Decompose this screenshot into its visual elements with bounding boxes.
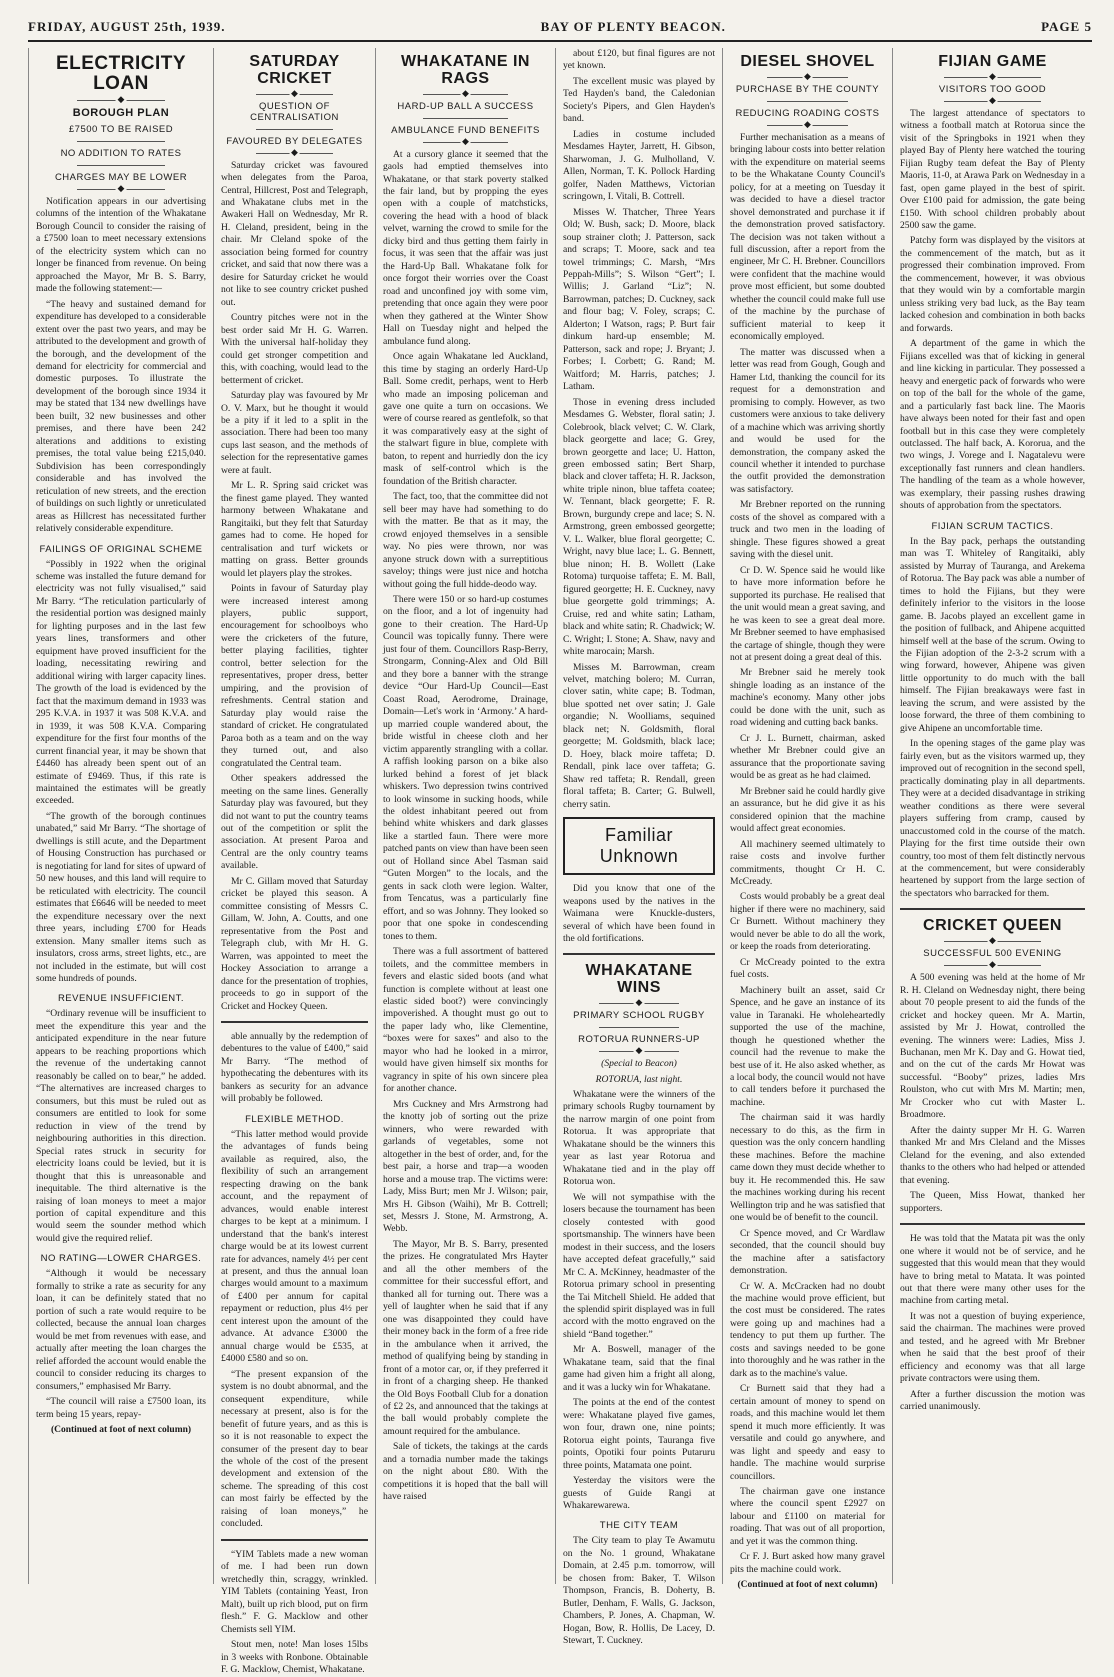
continued-note: (Continued at foot of next column): [737, 1580, 878, 1591]
fijian-subhead: FIJIAN SCRUM TACTICS.: [931, 520, 1054, 532]
divider: [767, 101, 848, 102]
article-paragraph: Cr J. L. Burnett, chairman, asked whether Mr Brebner could give an assurance that the proportionate saving would be as great as he had claimed.: [730, 732, 885, 782]
article-paragraph: In the opening stages of the game play was fairly even, but as the visitors warmed up, they improved out of recognition in the second spell, practically dominating play in all departments. They were at a decided disadvantage in striking weather conditions as there were several players suffering from cramp, caused by unaccustomed cold in the course of the match. Playing for the first time outside their own country, too most of them felt distinctly nervous at the commencement, but were considerably heartened by support from the large section of the spectators who barracked for them.: [900, 738, 1085, 899]
article-paragraph: Other speakers addressed the meeting on the same lines. Generally Saturday play was favoured, but they did not want to put the country teams out of the competition or split the association. At present Paroa and Central are the only country teams available.: [221, 773, 368, 872]
article-paragraph: Mr C. Gillam moved that Saturday cricket be played this season. A committee consisting of Messrs C. Gillam, W. John, A. Coutts, and one representative from the Post and Telegraph club, with Mr H. G. Warren, was appointed to meet the Hockey Association to arrange a dance for the presentation of trophies, proceeds to go in support of the Cricket and Hockey Queen.: [221, 875, 368, 1012]
issue-date: FRIDAY, AUGUST 25th, 1939.: [28, 19, 226, 34]
article-paragraph: At a cursory glance it seemed that the gaols had emptied themselves into Whakatane, or that stark poverty stalked the fair land, but by propping the eyes open with a couple of matchsticks, covering the head with a hood of black velvet, warning the crowd to smile for the dicky bird and thus getting them fairly in focus, it was seen that the affair was just the Hard-Up Ball. Whakatane folk for once forgot their worries over the Coast road and unconfined joy with some vim, pretending that once again they were poor when they gathered at the Winter Show Hall on Tuesday night and helped the ambulance fund along.: [383, 148, 548, 347]
article-paragraph: “The council will raise a £7500 loan, its term being 15 years, repay-: [36, 1396, 206, 1420]
page-number: PAGE 5: [1041, 19, 1092, 34]
divider: [423, 94, 509, 95]
article-paragraph: Ladies in costume included Mesdames Hayter, Jarrett, H. Gibson, Sharwoman, J. G. Mulholland, V. Allen, Norman, T. K. Pollock Harding golfer, Naden Matthews, Victorian scringown, I. Vitali, B. Cottrell.: [563, 128, 715, 203]
article-paragraph: able annually by the redemption of debentures to the value of £400,” said Mr Barry. “The method of hypothecating the debentures with its bankers as security for an advance will probably be followed.: [221, 1031, 368, 1105]
article-paragraph: Saturday cricket was favoured when delegates from the Paroa, Central, Hillcrest, Post and Telegraph, and Whakatane clubs met in the Awakeri Hall on Wednesday, Mr R. H. Cleland, president, being in the chair. Mr Cleland spoke of the association being formed for country cricket, and said that now there was a desire for Saturday cricket he would not like to see country cricket pushed out.: [221, 159, 368, 308]
article-paragraph: Saturday play was favoured by Mr O. V. Marx, but he thought it would be a pity if it led to a split in the association. There had been too many cups last season, and the methods of selection for the representative games were at fault.: [221, 390, 368, 476]
electricity-deck-2: £7500 TO BE RAISED: [68, 123, 174, 135]
column-electricity: [28, 48, 213, 1584]
section-divider: [221, 1539, 368, 1541]
article-paragraph: “The present expansion of the system is no doubt abnormal, and the consequent expenditure, while necessary at present, also is for the benefit of future years, and as this is so it is not reasonable to expect the consumer of the present day to bear the whole of the cost of the present development and extension of the scheme. The spreading of this cost can most fairly be effected by the raising of loan moneys,” he concluded.: [221, 1368, 368, 1530]
article-paragraph: “The heavy and sustained demand for expenditure has developed to a considerable extent over the past two years, and may be attributed to the development and growth of the borough, and the development of the demand for electricity for commercial and domestic purposes. To illustrate the development of the borough since 1934 it may be stated that 134 new dwellings have been built, 32 new businesses and other premises, and there have been 242 alterations and additions to existing premises, the total value being £215,040. Subdivision has been correspondingly considerable and has involved the reticulation of new streets, and the erection of buildings on such lightly or unreticulated areas as Hillcrest has necessitated further relatively considerable expenditure.: [36, 298, 206, 535]
electricity-subhead-2: REVENUE INSUFFICIENT.: [57, 993, 185, 1005]
paper-name: BAY OF PLENTY BEACON.: [540, 19, 726, 34]
electricity-subhead-3: NO RATING—LOWER CHARGES.: [40, 1253, 202, 1265]
divider: [599, 1051, 678, 1052]
divider: [944, 941, 1040, 942]
article-paragraph: All machinery seemed ultimately to raise costs and involve further commitments, thought Cr H. C. McCready.: [730, 838, 885, 887]
divider: [77, 165, 165, 166]
wins-deck-2: ROTORUA RUNNERS-UP: [578, 1034, 700, 1046]
article-paragraph: Those in evening dress included Mesdames G. Webster, floral satin; J. Colebrook, black velvet; C. W. Clark, black georgette and lace; G. Grey, brown georgette and lace; U. Hatton, green embossed satin; Bert Sharp, black and clover taffeta; H. R. Jackson, white triple ninon, blue taffeta coatee; W. Tennant, black georgette; F. R. Brown, burgundy crepe and lace; S. N. Armstrong, green embossed georgette; V. L. Walker, blue floral georgette; C. Wright, navy blue lace; L. G. Bennett, blue ninon; H. B. Wollett (Lake Rotoma) turquoise taffeta; E. M. Ball, figured georgette; H. E. Cuckney, navy blue georgette gold trimmings; A. Cruise, red and white satin; Latham, black and white satin; R. Chadwick; W. C. Wright; I. Stone; A. Shaw, navy and white marocain; Marsh.: [563, 396, 715, 658]
divider: [256, 129, 332, 130]
divider: [599, 1027, 678, 1028]
queen-deck-1: SUCCESSFUL 500 EVENING: [923, 948, 1062, 960]
section-divider: [900, 908, 1085, 910]
article-paragraph: The Queen, Miss Howat, thanked her supporters.: [900, 1190, 1085, 1214]
column-society: [555, 48, 722, 1647]
divider: [77, 100, 165, 101]
article-paragraph: Whakatane were the winners of the primary schools Rugby tournament by the narrow margin of one point from Rotorua. It was appropriate that Whakatane should be the winners this year as last year Rotorua and Whakatane tied and in the play off Rotorua won.: [563, 1089, 715, 1188]
advertisement-text: “YIM Tablets made a new woman of me. I had been run down wretchedly thin, scraggy, wrinkled. YIM Tablets (containing Yeast, Iron Malt), built up rich blood, put on firm flesh.” F. G. Macklow and other Chemists sell YIM.: [221, 1548, 368, 1635]
divider: [944, 101, 1040, 102]
article-paragraph: The Mayor, Mr B. S. Barry, presented the prizes. He congratulated Mrs Hayter and all the other members of the committee for their successful effort, and thanked all for turning out. There was a yell of laughter when he said that if any one was disappointed they could have their money back in the form of a free ride in the ambulance when it arrived, the method of qualifying being by standing in front of a motor car, or, if they preferred it in front of a charging sheep. He thanked the Old Boys Football Club for a donation of £2 2s, and announced that the takings at the ball would probably complete the amount required for the ambulance.: [383, 1238, 548, 1437]
article-paragraph: Cr Spence moved, and Cr Wardlaw seconded, that the council should buy the machine after a satisfactory demonstration.: [730, 1227, 885, 1277]
fijian-headline: FIJIAN GAME: [938, 53, 1047, 70]
article-paragraph: Cr W. A. McCracken had no doubt the machine would prove efficient, but the cost must be considered. The rates were going up and machines had a tendency to put them up further. The costs and savings needed to be gone into thoroughly and he was rather in the dark as to the machine's value.: [730, 1280, 885, 1379]
article-paragraph: It was not a question of buying experience, said the chairman. The machines were proved and tested, and he agreed with Mr Brebner when he said that the best proof of their efficiency and economy was that all large private contractors were using them.: [900, 1310, 1085, 1385]
column-rags: [375, 48, 555, 1584]
column-shovel: [722, 48, 892, 1591]
rags-deck-1: HARD-UP BALL A SUCCESS: [397, 100, 534, 112]
divider: [767, 77, 848, 78]
shovel-deck-1: PURCHASE BY THE COUNTY: [735, 83, 880, 95]
electricity-deck-1: BOROUGH PLAN: [72, 106, 170, 119]
article-paragraph: Machinery built an asset, said Cr Spence, and he gave an instance of its value in Taranaki. He wholeheartedly supported the use of the machine, though he questioned whether the council had the revenue to make the best use of it. He also asked whether, as a local body, the council would not have to call tenders before it purchased the machine.: [730, 984, 885, 1108]
article-paragraph: Cr D. W. Spence said he would like to have more information before he supported its purchase. He realised that the unit would mean a great saving, and he was keen to see a great deal more. Mr Brebner seemed to have emphasised the cartage of shingle, though they were not at present doing a great deal of this.: [730, 564, 885, 664]
article-paragraph: The largest attendance of spectators to witness a football match at Rotorua since the visit of the Springboks in 1921 when they played Bay of Plenty here watched the touring Fijian Rugby team defeat the Bay of Plenty Maoris, 11-0, at Arawa Park on Wednesday in a fast, open game played in the best of spirit. Over £100 paid for admission, the gate being £150. With school children probably about 2500 saw the game.: [900, 107, 1085, 232]
familiar-unknown-title: Familiar Unknown: [563, 817, 715, 875]
cricket-headline: SATURDAY CRICKET: [249, 53, 340, 87]
wins-subhead: THE CITY TEAM: [599, 1520, 679, 1532]
article-paragraph: Mr Brebner reported on the running costs of the shovel as compared with a truck and two men in the loading of shingle. These figures showed a great saving with the diesel unit.: [730, 499, 885, 561]
article-paragraph: Mr Brebner said he merely took shingle loading as an instance of the machine's economy. Many other jobs could be done with the unit, such as road widening and cutting back banks.: [730, 667, 885, 729]
divider: [599, 1003, 678, 1004]
advertisement-text: Stout men, note! Man loses 15lbs in 3 weeks with Ronbone. Obtainable F. G. Macklow, Chemist, Whakatane.: [221, 1639, 368, 1676]
article-paragraph: Country pitches were not in the best order said Mr H. G. Warren. With the universal half-holiday they could get stronger competition and this, with coaching, would lead to the betterment of cricket.: [221, 312, 368, 386]
divider: [423, 142, 509, 143]
divider: [77, 189, 165, 190]
divider: [767, 125, 848, 126]
article-paragraph: Further mechanisation as a means of bringing labour costs into better relation with the expenditure on material seems to be the Whakatane County Council's policy, for at a meeting on Tuesday it was decided to have a diesel tractor shovel demonstrated and purchase it if the demonstration proved satisfactory. The decision was not taken without a full discussion, after a report from the engineer, Mr C. H. Brebner. Councillors were confident that the machine would prove most efficient, but some doubted whether the council could make full use of the machine by the purchase of sufficient material to keep it economically employed.: [730, 131, 885, 343]
section-divider: [563, 953, 715, 955]
article-paragraph: “Possibly in 1922 when the original scheme was installed the future demand for electricity was not fully visualised,” said Mr Barry. “The reticulation particularly of the residential portion was designed mainly for lighting purposes and in the last few years lines, transformers and other equipment have proved insufficient for the loading, necessitating rewiring and additional wiring with larger capacity lines. The growth of the load is evidenced by the fact that the maximum demand in 1933 was 295 K.V.A. in 1937 it was 508 K.V.A. and in 1939, it was 508 K.V.A. Comparing expenditure for the first four months of the current financial year, it may be shown that £4460 has already been spent out of an estimate of £9469. Thus, if this rate is maintained the estimates will be greatly exceeded.: [36, 558, 206, 807]
article-paragraph: Misses W. Thatcher, Three Years Old; W. Bush, sack; D. Moore, black soup strainer cloth; J. Patterson, sack and scraps; T. Moore, sack and tea towel trimmings; C. Marsh, “Mrs Peppah-Mills”; S. Wilson “Gert”; I. Willis; J. Garland “Liz”; N. Barrowman, patches; D. Cuckney, sack and flour bag; V. Foley, scraps; C. Alderton; I Watson, rags; P. Burt fair dinkum hard-up ensemble; M. Patterson, sack and rope; J. Bryant; J. Forbes; I. Corbett; G. Rand; M. Waitford; M. Harris, patches; J. Latham.: [563, 206, 715, 393]
article-paragraph: Mr A. Boswell, manager of the Whakatane team, said that the final game had given him a fright all along, and it was a lucky win for Whakatane.: [563, 1344, 715, 1393]
wins-headline: WHAKATANE WINS: [585, 962, 693, 997]
divider: [423, 118, 509, 119]
electricity-deck-3: NO ADDITION TO RATES: [60, 147, 182, 159]
article-paragraph: In the Bay pack, perhaps the outstanding man was T. Whiteley of Rangitaiki, ably assisted by Murray of Tauranga, and Arekema of Rotorua. The Bay pack was able a number of times to hold the Fijians, but they were definitely inferior to the visitors in the loose game. B. Jacobs played an excellent game in the position of fullback, and Ahipene acquitted himself well at the base of the scrum. Owing to the Fijian adoption of the 2-3-2 scrum with a wing forward, however, Ahipene was given little opportunity to do much with the ball himself. The Fijian breakaways were fast in leaving the scrum, and were assisted by the loose forward, the three of them combining to give Ahipene an uncomfortable time.: [900, 535, 1085, 734]
article-paragraph: “The growth of the borough continues unabated,” said Mr Barry. “The shortage of dwellings is still acute, and the Department of Housing Construction has purchased or is negotiating for land for sites of upward of 50 new houses, and this land will require to be reticulated with electricity. The council estimates that £6646 will be needed to meet the expenditure necessary over the next three years, including £700 for Heads extension. Many smaller items such as insulators, cross arms, street lights, etc., are not included in the estimate, but will cost some hundreds of pounds.: [36, 810, 206, 984]
article-paragraph: The chairman gave one instance where the council spent £2927 on labour and £1100 on material for roading. That was out of all proportion, and yet it was the common thing.: [730, 1486, 885, 1547]
electricity-deck-4: CHARGES MAY BE LOWER: [54, 171, 188, 183]
article-paragraph: “Ordinary revenue will be insufficient to meet the expenditure this year and the anticipated expenditure in the near future appears to be reaching proportions which the revenue of the undertaking cannot reasonably be called on to bear,” he added. “The alternatives are increased charges to consumers, but this must be ruled out as consumers are entitled to look for some reduction in view of the trend by neighbouring authorities in this direction. Special rates struck in security for electricity loans could be levied, but it is thought that this is unreasonable and inequitable. The third alternative is the raising of loan moneys to meet a major portion of capital expenditure and this would seem the sounder method which would give the required relief.: [36, 1008, 206, 1244]
article-paragraph: After a further discussion the motion was carried unanimously.: [900, 1388, 1085, 1413]
divider: [256, 153, 332, 154]
masthead: [28, 14, 1092, 42]
article-paragraph: Costs would probably be a great deal higher if there were no machinery, said Cr Burnett. Without machinery they would never be able to do all the work, or keep the roads from deteriorating.: [730, 891, 885, 953]
shovel-deck-2: REDUCING ROADING COSTS: [735, 107, 880, 119]
article-paragraph: He was told that the Matata pit was the only one where it would not be of service, and he suggested that this would mean that they would have to bring metal to Matata. It was pointed out that there were many other uses for the machine from carting metal.: [900, 1233, 1085, 1307]
section-divider: [900, 1223, 1085, 1225]
article-paragraph: Yesterday the visitors were the guests of Guide Rangi at Whakarewarewa.: [563, 1475, 715, 1511]
rags-headline: WHAKATANE IN RAGS: [401, 53, 530, 87]
article-paragraph: The matter was discussed when a letter was read from Gough, Gough and Hamer Ltd, thanking the council for its request for a demonstration and promising to comply. However, as two customers were anxious to take delivery of a machine which was arriving shortly and would be used for the demonstration, the company asked the council whether it intended to purchase the outfit provided the demonstration was satisfactory.: [730, 346, 885, 495]
shovel-headline: DIESEL SHOVEL: [740, 53, 875, 70]
divider: [944, 965, 1040, 966]
article-paragraph: Mrs Cuckney and Mrs Armstrong had the knotty job of sorting out the prize winners, who were rewarded with garlands of vegetables, some not altogether in the best of order, and, for the best pair, a horse and trap—a wooden horse and a mouse trap. The victims were: Lady, Miss Burt; men Mr J. Wilson; pair, Mrs H. Gibson (Waihi), Mr B. Cottrell; set, Messrs J. Stone, M. Armstrong, A. Webb.: [383, 1098, 548, 1235]
article-paragraph: There were 150 or so hard-up costumes on the floor, and a lot of ingenuity had gone to their creation. The Hard-Up Council was topically funny. There were just four of them. Councillors Rasp-Berry, Strongarm, Conning-Alex and Old Bill and they bore a banner with the strange device “Our Hard-Up Council—East Coast Road, Aerodrome, Drainage, Domain—Let's work in ‘Armony.’ A hard-up married couple wandered about, the bride wistful in cheese cloth and her victim apparently strangling with a collar. A raffish looking parson on a bike also lurked behind a forest of jet black whiskers. Two depression twins contrived to look winsome in sucking hoods, while the oldest inhabitant peered out from behind white whiskers and dark glasses like a startled faun. There were more patched pants on view than have been seen out of Holland since Abel Tasman said “Guten Morgen” to the locals, and the gents in sack cloth were legion. Walter, from Tencatus, was a particularly fine effort, and so was Johnny. They looked so poor that one spoke in condescending tones to them.: [383, 594, 548, 942]
article-paragraph: The points at the end of the contest were: Whakatane played five games, won four, drawn one, nine points; Rotorua eight points, Tauranga five points, Opotiki four points Putaruru three points, Matamata one point.: [563, 1397, 715, 1471]
article-paragraph: After the dainty supper Mr H. G. Warren thanked Mr and Mrs Cleland and the Misses Cleland for the evening, and also extended thanks to the others who had helped or attended that evening.: [900, 1124, 1085, 1186]
article-paragraph: Cr F. J. Burt asked how many gravel pits the machine could work.: [730, 1551, 885, 1575]
article-paragraph: Once again Whakatane led Auckland, this time by staging an orderly Hard-Up Ball. Some credit, perhaps, went to Herb who made an imposing policeman and gave one quite a turn on occasions. We were of course reared as gentlefolk, so that it was comparatively easy at the sight of the stalwart figure in blue, complete with baton, to repent and hurriedly don the icy mask of self-control which is the foundation of the British character.: [383, 351, 548, 487]
column-cricket: [213, 48, 375, 1676]
queen-headline: CRICKET QUEEN: [923, 917, 1062, 935]
article-paragraph: Points in favour of Saturday play were increased interest among players, public support, encouragement for schoolboys who were the cricketers of the future, better playing facilities, tighter control, better selection for the representatives, proper dress, better umpiring, and the provision of refreshments. Central station and Saturday play would raise the standard of cricket. He congratulated Paroa both as a team and on the way they turned out, and also congratulated the Central team.: [221, 583, 368, 769]
article-paragraph: Mr Brebner said he could hardly give an assurance, but he did give it as his considered opinion that the machine would affect great economies.: [730, 785, 885, 835]
article-paragraph: Did you know that one of the weapons used by the natives in the Waimana were Knuckle-dusters, several of which have been found in the old fortifications.: [563, 883, 715, 944]
electricity-headline: ELECTRICITY LOAN: [55, 53, 187, 94]
column-fijian: [892, 48, 1092, 1584]
article-paragraph: The City team to play Te Awamutu on the No. 1 ground, Whakatane Domain, at 2.45 p.m. tomorrow, will be chosen from: Baker, T. Wilson Thompson, Francis, B. Doherty, B. Butler, Denham, F. Walls, G. Jackson, Chambers, P. Jones, A. Chapman, W. Hogan, Bow, R. Hollis, De Lacey, D. Stewart, T. Cuckney.: [563, 1535, 715, 1647]
article-paragraph: A department of the game in which the Fijians excelled was that of kicking in general and line kicking in particular. They possessed a heavy and energetic pack of forwards who were on top of the ball for the whole of the game, and a particularly fast back line. The Maoris have always been noted for their fast and open football but in this case they were completely outclassed. The half back, A. Kororua, and the two wings, J. Vorege and I. Nagatalevu were exceptionally fast runners and clean handlers. The handling of the team as a whole however, was exemplary, their passing rushes drawing shouts of approbation from the spectators.: [900, 338, 1085, 512]
divider: [77, 141, 165, 142]
cricket-deck-1: QUESTION OF CENTRALISATION: [250, 100, 339, 123]
article-paragraph: The excellent music was played by Ted Hayden's band, the Caledonian Society's Pipers, and Glen Hayden's band.: [563, 75, 715, 125]
divider: [256, 94, 332, 95]
byline: (Special to Beacon): [601, 1058, 677, 1070]
section-divider: [221, 1021, 368, 1023]
divider: [944, 77, 1040, 78]
dateline: ROTORUA, last night.: [595, 1073, 683, 1085]
cricket-deck-2: FAVOURED BY DELEGATES: [226, 135, 363, 147]
electricity-subhead-1: FAILINGS OF ORIGINAL SCHEME: [39, 543, 203, 555]
article-paragraph: Misses M. Barrowman, cream velvet, matching bolero; M. Curran, clover satin, white cape; B. Todman, blue spotted net over satin; J. Gale organdie; N. Woolliams, sequined black net; N. Goldsmith, floral georgette; M. Goldsmith, black lace; D. Hoey, black moire taffeta; D. Rendall, pink lace over taffeta; G. Shaw red taffeta; R. Rendall, green floral taffeta; B. Carter; G. Bulwell, cherry satin.: [563, 661, 715, 810]
article-paragraph: Cr Burnett said that they had a certain amount of money to spend on roads, and this machine would let them spend it much more efficiently. It was versatile and could go anywhere, and was light and speedy and easy to handle. The machine would surprise councillors.: [730, 1383, 885, 1482]
article-paragraph: Cr McCready pointed to the extra fuel costs.: [730, 956, 885, 981]
rags-deck-2: AMBULANCE FUND BENEFITS: [391, 124, 540, 136]
article-paragraph: A 500 evening was held at the home of Mr R. H. Cleland on Wednesday night, there being about 70 people present to aid the funds of the cricket and hockey queen. Mr A. Martin, assisted by Mr J. Howat, controlled the evening. The winners were: Ladies, Miss J. Buchanan, men Mr K. Day and G. Howat tied, and on the cut of the cards Mr Howat was successful. “Booby” prizes, ladies Mrs Roulston, who cut with Mrs M. Martin; men, Mr Crocker who cut with Master L. Broadmore.: [900, 972, 1085, 1121]
article-paragraph: “This latter method would provide the advantages of funds being available as required, also, the flexibility of such an arrangement respecting drawing on the bank account, and the repayment of advances, would enable interest charges to be kept at a minimum. I understand that the bank's interest charge would be at its lowest current rate for advances, namely 4½ per cent at present, and thus the annual loan charges would amount to a maximum of £400 per annum for capital repayment or reduction, plus 4½ per cent interest upon the amount of the advance. At advance £3000 the annual charge would be £535, at £4000 £580 and so on.: [221, 1128, 368, 1365]
article-paragraph: The chairman said it was hardly necessary to do this, as the firm in question was the only concern handling these machines. Before the machine came down they must decide whether to buy it. He recommended this. He saw the machines working during his recent Wellington trip and he was satisfied that one would be of benefit to the council.: [730, 1112, 885, 1224]
article-paragraph: about £120, but final figures are not yet known.: [563, 48, 715, 72]
continued-note: (Continued at foot of next column): [50, 1425, 192, 1435]
article-paragraph: Sale of tickets, the takings at the cards and a tornadia number made the takings on the night about £80. With the competitions it is hoped that the ball will have raised: [383, 1441, 548, 1503]
article-paragraph: Patchy form was displayed by the visitors at the commencement of the match, but as it progressed their combination improved. From the commencement, however, it was obvious that they would win by a comfortable margin unless striking very bad luck, as the Bay team lacked cohesion and combination in both backs and forwards.: [900, 235, 1085, 334]
wins-deck-1: PRIMARY SCHOOL RUGBY: [573, 1010, 705, 1022]
article-paragraph: We will not sympathise with the losers because the tournament has been closely contested with good sportsmanship. The winners have been modest in their success, and the losers have accepted defeat gracefully,” said Mr C. A. McKinney, headmaster of the Rotorua primary school in presenting the Tai Mitchell Shield. He added that the splendid spirit displayed was in full accord with the motto engraved on the shield “Band together.”: [563, 1191, 715, 1340]
article-paragraph: “Although it would be necessary formally to strike a rate as security for any loan, it can be definitely stated that no portion of such a rate would require to be collected, because the annual loan charges would be met from revenues with ease, and actually after meeting the loan charges the relief afforded the account would enable the council to consider reducing its charges to consumers,” emphasised Mr Barry.: [36, 1268, 206, 1392]
article-paragraph: Mr L. R. Spring said cricket was the finest game played. They wanted harmony between Whakatane and Rangitaiki, but they felt that Saturday games had to come. He hoped for centralisation and turf wickets or matting on grass. Better grounds would let players play the strokes.: [221, 480, 368, 579]
article-paragraph: The fact, too, that the committee did not sell beer may have had something to do with the matter. Be that as it may, the crowd enjoyed themselves in a sensible way. No pies were thrown, nor was anyone struck down with a surreptitious saveloy; things were just nice and hotcha without going the full hidde-deodo way.: [383, 491, 548, 590]
article-paragraph: Notification appears in our advertising columns of the intention of the Whakatane Borough Council to consider the raising of a £7500 loan to meet necessary extensions of the electricity system which can no longer be financed from revenue. On being approached the Mayor, Mr B. S. Barry, made the following statement:—: [36, 195, 206, 295]
article-paragraph: There was a full assortment of battered toilets, and the committee members in fevers and elastic sided boots (and what function is complete without at least one elastic sided boot?) were convincingly impoverished. A thought must go out to the paper lady who, like Clementine, “boxes were for saxes” and also to the mayor who had he looked in a mirror, would have given himself six months for vagrancy in spite of his own sincere plea for another chance.: [383, 946, 548, 1095]
cricket-subhead: FLEXIBLE METHOD.: [245, 1113, 344, 1125]
fijian-deck-1: VISITORS TOO GOOD: [938, 83, 1047, 95]
